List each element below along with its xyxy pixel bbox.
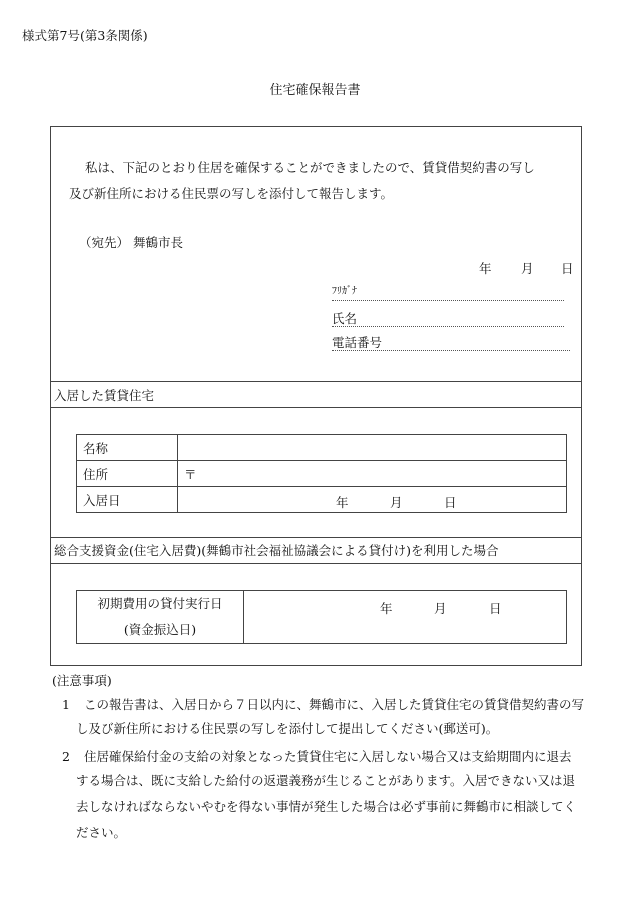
date-year: 年 xyxy=(479,261,492,276)
table-row xyxy=(77,435,567,461)
section-heading-loan: 総合支援資金(住宅入居費)(舞鶴市社会福祉協議会による貸付け)を利用した場合 xyxy=(54,543,499,558)
loan-table xyxy=(76,590,567,644)
section-divider xyxy=(51,537,581,538)
table-row xyxy=(77,591,567,644)
section-divider xyxy=(51,563,581,564)
loan-date-label-line-1: 初期費用の貸付実行日 xyxy=(97,596,223,611)
section-divider xyxy=(51,407,581,408)
phone-field[interactable] xyxy=(332,350,570,351)
table-row xyxy=(77,487,567,513)
note-1-line-2: し及び新住所における住民票の写しを添付して提出してください(郵送可)。 xyxy=(76,721,499,736)
move-in-day: 日 xyxy=(444,495,457,510)
row-label-address: 住所 xyxy=(77,461,178,487)
housing-address-field[interactable] xyxy=(178,461,567,487)
declaration-line-2: 及び新住所における住民票の写しを添付して報告します。 xyxy=(69,186,394,201)
postal-mark: 〒 xyxy=(184,466,197,482)
form-number: 様式第7号(第3条関係) xyxy=(22,28,148,43)
loan-year: 年 xyxy=(380,601,393,616)
housing-table xyxy=(76,434,567,513)
note-2-line-3: 去しなければならないやむを得ない事情が発生した場合は必ず事前に舞鶴市に相談してく xyxy=(76,799,577,814)
addressee-prefix: （宛先） xyxy=(79,235,130,250)
note-1-line-1: この報告書は、入居日から７日以内に、舞鶴市に、入居した賃貸住宅の賃貸借契約書の写 xyxy=(84,697,585,712)
note-2-line-1: 住居確保給付金の支給の対象となった賃貸住宅に入居しない場合又は支給期間内に退去 xyxy=(84,749,572,764)
move-in-year: 年 xyxy=(336,495,349,510)
date-day: 日 xyxy=(561,261,574,276)
housing-name-field[interactable] xyxy=(178,435,567,461)
section-divider xyxy=(51,381,581,382)
addressee-name: 舞鶴市長 xyxy=(133,235,184,250)
loan-month: 月 xyxy=(434,601,447,616)
row-label-move-in-date: 入居日 xyxy=(77,487,178,513)
furigana-label: ﾌﾘｶﾞﾅ xyxy=(332,286,357,297)
loan-date-label xyxy=(77,591,244,644)
notes-heading: (注意事項) xyxy=(52,673,112,688)
loan-date-label-line-2: (資金振込日) xyxy=(123,622,197,637)
note-number-2: 2 xyxy=(62,749,70,764)
note-2-line-4: ださい。 xyxy=(76,825,127,840)
name-label: 氏名 xyxy=(332,311,358,326)
loan-date-field[interactable] xyxy=(244,591,567,644)
note-2-line-2: する場合は、既に支給した給付の返還義務が生じることがあります。入居できない又は退 xyxy=(76,773,576,788)
phone-label: 電話番号 xyxy=(332,335,383,350)
declaration-line-1: 私は、下記のとおり住居を確保することができましたので、賃貸借契約書の写し xyxy=(85,160,535,175)
table-row xyxy=(77,461,567,487)
report-form xyxy=(50,126,582,666)
move-in-date-field[interactable] xyxy=(178,487,567,513)
date-month: 月 xyxy=(521,261,534,276)
furigana-field[interactable] xyxy=(332,300,564,301)
section-heading-housing: 入居した賃貸住宅 xyxy=(54,388,155,403)
note-number-1: 1 xyxy=(62,697,70,712)
name-field[interactable] xyxy=(332,326,564,327)
move-in-month: 月 xyxy=(390,495,403,510)
loan-day: 日 xyxy=(489,601,502,616)
row-label-name: 名称 xyxy=(77,435,178,461)
page-title: 住宅確保報告書 xyxy=(269,83,361,98)
